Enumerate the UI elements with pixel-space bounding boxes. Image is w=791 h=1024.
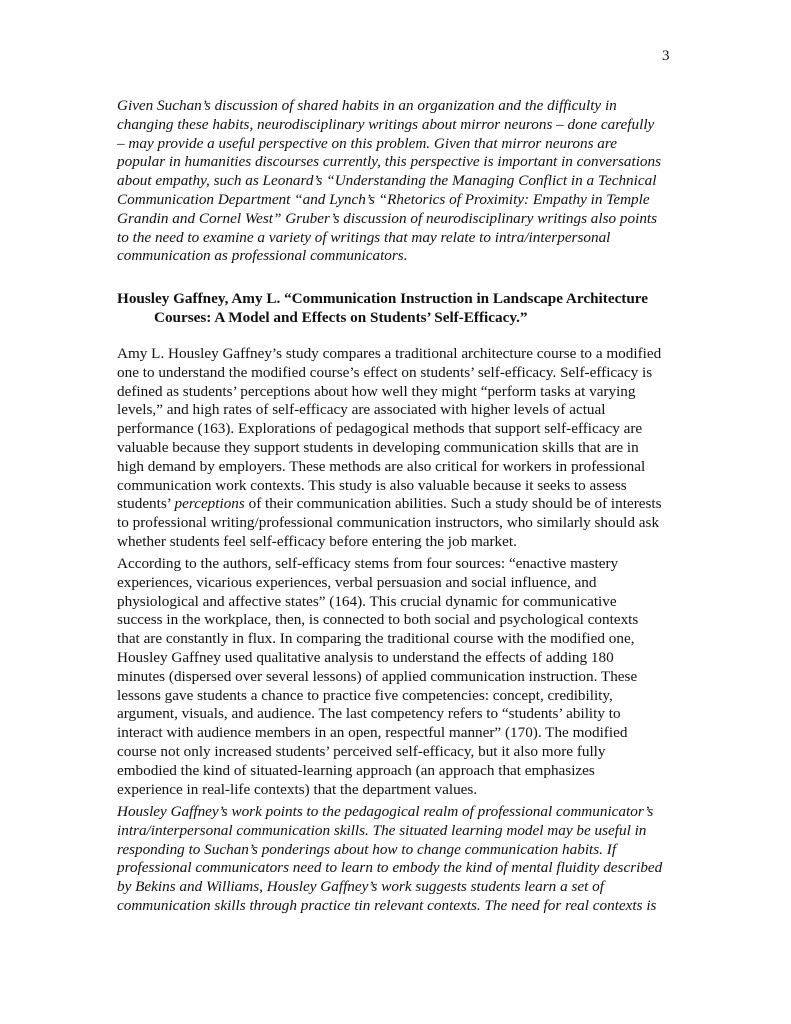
text-line: interact with audience members in an open, respectful manner” (170). The modified: [117, 724, 628, 742]
text-line: intra/interpersonal communication skills. The situated learning model may be useful in: [117, 821, 647, 839]
text-line: [117, 495, 677, 514]
text-line: experiences, vicarious experiences, verbal persuasion and social influence, and: [117, 573, 597, 591]
heading-line-2: Courses: A Model and Effects on Students’ Self-Efficacy.”: [154, 308, 528, 326]
text-line: to the need to examine a variety of writings that may relate to intra/interpersonal: [117, 228, 611, 246]
emphasized-term: perceptions: [174, 495, 245, 513]
text-line: performance (163). Explorations of pedagogical methods that support self-efficacy are: [117, 420, 643, 438]
page-number: 3: [662, 48, 670, 64]
text-line: Communication Department “and Lynch’s “Rhetorics of Proximity: Empathy in Temple: [117, 190, 650, 208]
text-line: whether students feel self-efficacy before entering the job market.: [117, 532, 517, 550]
entry-heading: [117, 290, 677, 328]
text-line: success in the workplace, then, is connected to both social and psychological contexts: [117, 611, 639, 629]
text-line: by Bekins and Williams, Housley Gaffney’s work suggests students learn a set of: [117, 878, 604, 896]
text-line: embodied the kind of situated-learning approach (an approach that emphasizes: [117, 761, 595, 779]
text-line: that are constantly in flux. In comparing the traditional course with the modified one,: [117, 630, 635, 648]
text-line: Housley Gaffney’s work points to the pedagogical realm of professional communicator’s: [117, 803, 654, 820]
closing-paragraph: [117, 803, 677, 916]
text-line: high demand by employers. These methods are also critical for workers in professional: [117, 457, 646, 475]
text-line: levels,” and high rates of self-efficacy are associated with higher levels of actual: [117, 401, 606, 419]
text-line: changing these habits, neurodisciplinary writings about mirror neurons – done carefully: [117, 115, 655, 133]
text-line: to professional writing/professional communication instructors, who similarly should ask: [117, 514, 660, 532]
text-line: defined as students’ perceptions about how well they might “perform tasks at varying: [117, 382, 636, 400]
text-line: professional communicators need to learn to embody the kind of mental fluidity described: [117, 859, 663, 877]
text-line: responding to Suchan’s ponderings about how to change communication habits. If: [117, 840, 617, 858]
text-line: communication work contexts. This study is also valuable because it seeks to assess: [117, 476, 627, 494]
heading-line-1: Housley Gaffney, Amy L. “Communication Instruction in Landscape Architecture: [117, 290, 649, 307]
text-line: experience in real-life contexts) that the department values.: [117, 780, 478, 798]
text-run: of their communication abilities. Such a study should be of interests: [244, 495, 662, 513]
text-line: about empathy, such as Leonard’s “Understanding the Managing Conflict in a Technical: [117, 172, 657, 190]
text-line: communication as professional communicators.: [117, 247, 408, 265]
text-line: – may provide a useful perspective on this problem. Given that mirror neurons are: [117, 134, 617, 152]
text-line: communication skills through practice tin relevant contexts. The need for real contexts is: [117, 896, 657, 914]
text-line: popular in humanities discourses currently, this perspective is important in conversations: [117, 153, 662, 171]
text-line: Housley Gaffney used qualitative analysis to understand the effects of adding 180: [117, 648, 614, 666]
text-line: physiological and affective states” (164). This crucial dynamic for communicative: [117, 592, 617, 610]
text-line: lessons gave students a chance to practice five competencies: concept, credibility,: [117, 686, 613, 704]
text-line: minutes (dispersed over several lessons) of applied communication instruction. These: [117, 667, 638, 685]
text-line: one to understand the modified course’s effect on students’ self-efficacy. Self-efficacy is: [117, 363, 653, 381]
sources-paragraph: [117, 555, 677, 799]
intro-paragraph: [117, 97, 677, 266]
text-line: course not only increased students’ perceived self-efficacy, but it also more fully: [117, 742, 606, 760]
text-line: Given Suchan’s discussion of shared habits in an organization and the difficulty in: [117, 97, 617, 114]
text-line: Amy L. Housley Gaffney’s study compares a traditional architecture course to a modified: [117, 345, 662, 362]
text-line: Grandin and Cornel West” Gruber’s discussion of neurodisciplinary writings also points: [117, 209, 658, 227]
text-line: According to the authors, self-efficacy stems from four sources: “enactive mastery: [117, 555, 619, 572]
text-run: students’: [117, 495, 175, 513]
text-line: valuable because they support students in developing communication skills that are in: [117, 438, 639, 456]
text-line: argument, visuals, and audience. The last competency refers to “students’ ability to: [117, 705, 621, 723]
summary-paragraph: [117, 345, 677, 552]
